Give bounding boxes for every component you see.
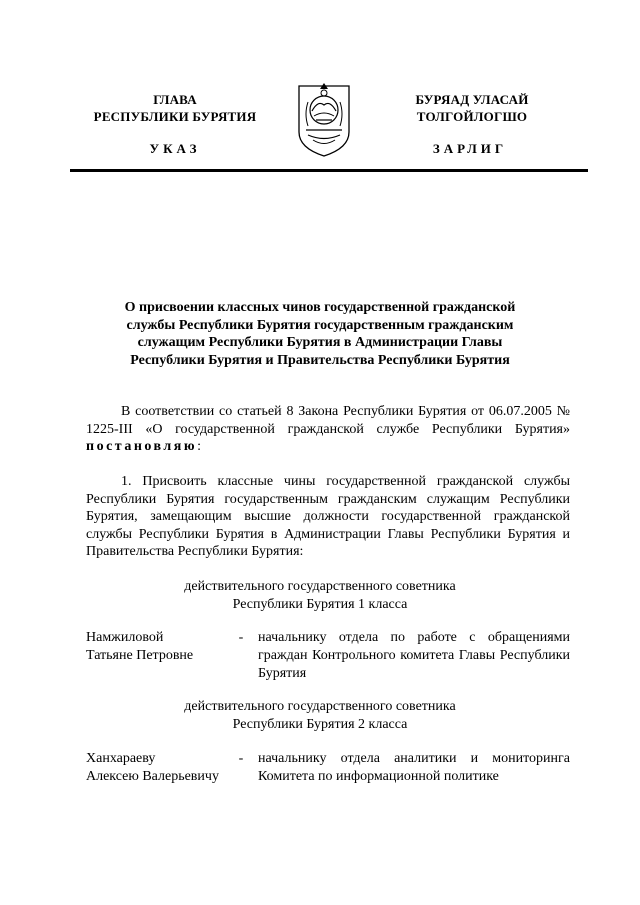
decree-word: постановляю — [86, 439, 198, 454]
header-divider — [70, 169, 588, 172]
appointee-name — [86, 629, 231, 665]
appointee-position: начальнику отдела аналитики и мониторинга Комитета по информационной политике — [258, 751, 570, 784]
rank-heading-1 — [130, 578, 510, 614]
decree-title: О присвоении классных чинов государственной гражданской службы Республики Бурятия государственным гражданским служащим Республики Бурятия в Администрации Главы Республики Бурятия и Правительства Республики Бурятия — [124, 300, 516, 368]
item-1: 1. Присвоить классные чины государственной гражданской службы Республики Бурятия государственным гражданским служащим Республики Бурятия, замещающим высшие должности государственной гражданской службы Республики Бурятия в Администрации Главы Республики Бурятия и Правительства Республики Бурятия: — [86, 474, 570, 559]
preamble — [86, 403, 570, 456]
appointee-name — [86, 750, 231, 786]
preamble-text: В соответствии со статьей 8 Закона Республики Бурятия от 06.07.2005 № 1225-III «О государственной гражданской службе Республики Бурятия» — [86, 404, 570, 437]
header-left-line1: ГЛАВА — [153, 92, 197, 107]
preamble-colon: : — [197, 439, 201, 454]
doc-type-right: ЗАРЛИГ — [432, 141, 508, 156]
rank-heading-2 — [130, 698, 510, 734]
entry-dash: - — [238, 630, 244, 645]
coat-of-arms-icon — [296, 80, 352, 158]
header-left-line2: РЕСПУБЛИКИ БУРЯТИЯ — [93, 109, 257, 124]
rank-heading-line1: действительного государственного советника — [184, 579, 456, 594]
rank-heading-line2: Республики Бурятия 2 класса — [232, 717, 408, 732]
header-right — [398, 91, 546, 125]
header-left — [80, 91, 270, 125]
doc-type-left: УКАЗ — [149, 141, 201, 156]
appointee-surname: Намжиловой — [86, 630, 164, 645]
appointee-position: начальнику отдела по работе с обращениями граждан Контрольного комитета Главы Республики Бурятия — [258, 630, 570, 681]
appointee-surname: Ханхараеву — [86, 751, 156, 766]
rank-heading-line1: действительного государственного советника — [184, 699, 456, 714]
entry-dash: - — [238, 751, 244, 766]
rank-heading-line2: Республики Бурятия 1 класса — [232, 597, 408, 612]
header-right-line2: ТОЛГОЙЛОГШО — [416, 109, 528, 124]
header-right-line1: БУРЯАД УЛАСАЙ — [415, 92, 529, 107]
appointee-given-names: Алексею Валерьевичу — [86, 769, 219, 784]
appointee-given-names: Татьяне Петровне — [86, 648, 194, 663]
